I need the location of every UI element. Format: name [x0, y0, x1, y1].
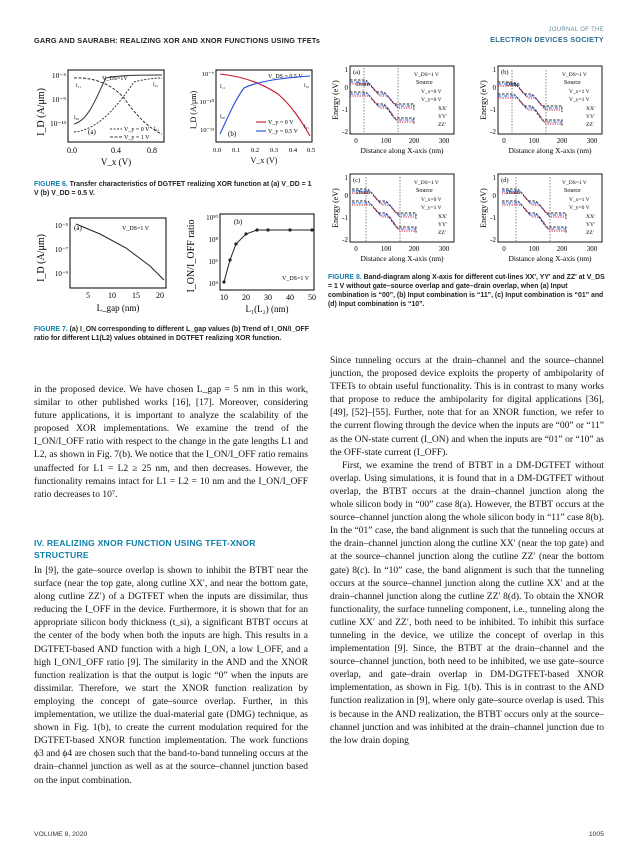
fig6a-ytick: 10⁻⁹: [51, 95, 66, 104]
fig8-ytick: 0: [344, 84, 348, 92]
fig7a-panel: (a): [74, 224, 82, 232]
fig6b-xtick: 0.3: [269, 147, 279, 154]
fig8-xtick: 300: [438, 245, 450, 253]
fig6a-plot: [36, 70, 164, 167]
fig8-xtick: 100: [528, 137, 540, 145]
fig8-legend: XX′: [438, 106, 448, 112]
fig6a-annot: I₀₁: [154, 127, 160, 132]
fig8-vds: V_DS=1 V: [562, 180, 587, 186]
fig8a-vx: V_x=0 V: [421, 89, 442, 95]
fig6a-legend: V_y = 1 V: [124, 135, 150, 141]
fig8-xtick: 200: [556, 137, 568, 145]
fig8-legend: XX′: [586, 106, 596, 112]
fig8-ytick: 0: [492, 192, 496, 200]
fig8-ytick: 1: [344, 66, 348, 74]
fig8-ytick: -1: [342, 214, 348, 222]
footer-page-number: 1005: [588, 831, 604, 838]
fig8a-panel: (a): [353, 69, 361, 76]
paragraph: in the proposed device. We have chosen L_gap = 5 nm in this work, similar to other published works [16], [17]. Moreover, considering future applications, it is important to analyze the scalability of the proposed XOR implementations. We examine the trend of the I_ON/I_OFF ratio with respect to the change in the gate lengths L1 and L2, as shown in Fig. 7(b). We notice that the I_ON/I_OFF ratio remains unaffected for L1 = L2 ≥ 25 nm, and then decreases. However, the functionality remains intact for L1 = L2 = 10 nm and the I_ON/I_OFF ratio decreases to 10⁷.: [34, 385, 308, 500]
fig8-drain: Drain: [506, 190, 520, 196]
fig6a-xtick: 0.4: [111, 146, 121, 155]
fig8-xtick: 100: [528, 245, 540, 253]
fig6b-legend: V_y = 0 V: [268, 120, 294, 126]
fig6b-panel: (b): [228, 130, 237, 138]
fig7b-ytick: 10¹⁰: [206, 214, 218, 222]
fig8d-panel: (d): [501, 177, 509, 184]
fig8-legend: XX′: [438, 214, 448, 220]
fig8a-plot: [331, 66, 454, 155]
fig8-xtick: 0: [502, 245, 506, 253]
section-heading: IV. REALIZING XNOR FUNCTION USING TFET-XNOR STRUCTURE: [34, 538, 256, 560]
fig8-xtick: 0: [502, 137, 506, 145]
fig8-xtick: 300: [586, 137, 598, 145]
fig8-ytick: -1: [342, 106, 348, 114]
fig8-ytick: 1: [492, 174, 496, 182]
fig7a-xtick: 15: [132, 291, 140, 300]
fig8c-plot: [331, 174, 454, 263]
fig7a-xlabel: L_gap (nm): [96, 303, 140, 313]
figure-8-caption-text: Band-diagram along X-axis for different cut-lines XX′, YY′ and ZZ′ at V_DS = 1 V without gate–source overlap and gate–drain overlap, when (a) Input combination is “00”, (b) Input combination is “11”, (c) Input combination is “01” and (d) Input combination is “10”.: [328, 274, 605, 309]
fig6b-xtick: 0.2: [250, 147, 260, 154]
fig8-ytick: -2: [342, 236, 348, 244]
fig8-xtick: 200: [408, 245, 420, 253]
fig8-ylabel: Energy (eV): [331, 80, 340, 120]
fig8-legend: ZZ′: [438, 230, 446, 236]
fig6a-panel: (a): [88, 128, 96, 136]
fig7b-vds: V_DS=1 V: [282, 276, 310, 282]
fig8-xtick: 300: [586, 245, 598, 253]
fig8-vds: V_DS=1 V: [562, 72, 587, 78]
fig7a-ytick: 10⁻⁷: [54, 246, 68, 254]
fig8-xtick: 200: [408, 137, 420, 145]
fig8-source: Source: [416, 188, 433, 194]
fig6a-annot: I₀₀: [74, 116, 80, 121]
fig8-source: Source: [416, 80, 433, 86]
paragraph: First, we examine the trend of BTBT in a DM-DGTFET without overlap. Using simulations, it is found that in a DM-DGTFET without overlap, the BTBT occurs at the drain–channel junction along the whole silicon body in “00” case 8(a). However, the BTBT occurs at the source–channel junction along the whole silicon body in “11” case 8(b). In the “01” case, the band alignment is such that the tunneling occurs at the drain–channel junction along the cutline XX′ (near the top gate) and at the source–channel junction along the cutline ZZ′ (near the bottom gate) 8(c). In “10” case, the band alignment is such that the tunneling occurs at the source–channel junction along the cutline XX′ and at the drain–channel junction along the cutline ZZ′ 8(d). To obtain the XNOR functionality, the surface tunneling component, i.e., tunneling along the cutline XX′ and ZZ′, both need to be inhibited. To inhibit this surface tunneling in the device, we utilize the concept of overlap in this implementation [9]. Since, the BTBT at the drain–channel and the source–channel junction, both need to be inhibited, we use gate–source overlap, and gate–drain overlap in DM-DGTFET-based XNOR implementation, as shown in Fig. 1(b). This is in contrast to the AND function realization in [9], where only gate–source overlap is used. This is because in the AND realization, the BTBT occurs only at the source–channel junction and was inhibited at the drain–channel junction due to the low drain doping: [330, 460, 604, 746]
fig6a-ytick: 10⁻⁵: [51, 71, 66, 80]
fig6a-ytick: 10⁻¹³: [50, 119, 66, 128]
fig6a-ylabel: I_D (A/μm): [36, 88, 47, 136]
fig6a-xtick: 0.0: [67, 146, 77, 155]
fig8-vds: V_DS=1 V: [414, 180, 439, 186]
fig8a-vy: V_y=0 V: [421, 97, 442, 103]
fig7b-xlabel: L₁(L₂) (nm): [245, 304, 289, 314]
figure-8: [326, 62, 610, 270]
fig8-drain: Drain: [356, 190, 370, 196]
fig8-xlabel: Distance along X-axis (nm): [360, 254, 444, 263]
fig6b-annot: I₀₁: [304, 125, 310, 130]
fig6a-xtick: 0.8: [147, 146, 157, 155]
fig6b-xtick: 0.1: [231, 147, 241, 154]
fig7a-xtick: 5: [86, 291, 90, 300]
fig8-vds: V_DS=1 V: [414, 72, 439, 78]
paragraph: In [9], the gate–source overlap is shown to inhibit the BTBT near the surface (near the top gate, along cutline XX′, and near the bottom gate, along cutline ZZ′) of a DGTFET when the inputs are dissimilar, thus reducing the I_OFF in the device. Furthermore, it is shown that for an appropriate silicon body thickness (t_si), a significant BTBT occurs at the center of the body when both the inputs are high. This results in a DGTFET-based AND function with a high I_ON, a low I_OFF, and a high I_ON/I_OFF ratio [9]. The similarity in the AND and the XNOR function realization is that the output is logic “0” when the inputs are dissimilar. Therefore, we start the XNOR function realization by employing the concept of gate–source overlap. Further, in this implementation, we utilize the dual-material gate (DMG) technique, as shown in Fig. 1(b), to create the current modulation required for the DGTFET-based XNOR function implementation. The work functions ϕ3 and ϕ4 are chosen such that the band-to-band tunneling occurs at the drain–channel junction as well as at the source–channel junction based on the input combination.: [34, 566, 308, 786]
right-column: [330, 355, 604, 748]
fig8-legend: XX′: [586, 214, 596, 220]
fig8-legend: YY′: [586, 222, 596, 228]
left-column-top: [34, 384, 308, 502]
fig6b-annot: I₁₀: [304, 84, 310, 89]
fig6b-legend: V_y = 0.5 V: [268, 129, 298, 135]
fig8-legend: YY′: [438, 114, 448, 120]
fig7b-plot: [186, 214, 316, 314]
fig8b-panel: (b): [501, 69, 509, 76]
fig6b-annot: I₁₁: [220, 85, 226, 90]
figure-6: [30, 62, 320, 174]
fig8-xtick: 100: [380, 245, 392, 253]
fig6a-annot: I₁₀: [153, 83, 159, 88]
fig6a-legend: V_y = 0 V: [124, 127, 150, 133]
figure-7-caption-text: (a) I_ON corresponding to different L_gap values (b) Trend of I_ON/I_OFF ratio for different L1(L2) values obtained in DGTFET realizing XOR function.: [34, 326, 309, 343]
figure-6-label: FIGURE 6.: [34, 181, 68, 188]
fig8c-vx: V_x=0 V: [421, 197, 442, 203]
figure-7-caption: [34, 325, 314, 343]
fig8-ylabel: Energy (eV): [331, 188, 340, 228]
fig8-ylabel: Energy (eV): [479, 80, 488, 120]
fig8b-vy: V_y=1 V: [569, 97, 590, 103]
fig7b-xtick: 30: [264, 293, 272, 302]
fig6b-xtick: 0.5: [306, 147, 316, 154]
figure-7-label: FIGURE 7.: [34, 326, 68, 333]
journal-label: JOURNAL OF THE: [548, 27, 604, 33]
fig7b-ytick: 10⁶: [208, 258, 218, 266]
left-column-bottom: [34, 565, 308, 788]
figure-6-caption: [34, 180, 314, 198]
fig6b-xtick: 0.4: [288, 147, 298, 154]
fig8-xtick: 200: [556, 245, 568, 253]
fig7b-xtick: 40: [286, 293, 294, 302]
fig8b-plot: [479, 66, 602, 155]
fig8-ytick: 0: [492, 84, 496, 92]
fig8-source: Source: [564, 188, 581, 194]
fig6a-xlabel: V_x (V): [100, 157, 132, 167]
fig7b-ytick: 10⁴: [208, 280, 218, 288]
fig8b-vx: V_x=1 V: [569, 89, 590, 95]
fig8-source: Source: [564, 80, 581, 86]
figure-6-caption-text: Transfer characteristics of DGTFET realizing XOR function at (a) V_DD = 1 V (b) V_DD = 0.5 V.: [34, 181, 312, 198]
fig8-ylabel: Energy (eV): [479, 188, 488, 228]
fig6b-ylabel: I_D (A/μm): [189, 90, 198, 130]
fig8-ytick: 0: [344, 192, 348, 200]
fig8-xlabel: Distance along X-axis (nm): [360, 146, 444, 155]
fig8-ytick: -1: [490, 106, 496, 114]
fig6b-plot: [189, 70, 315, 165]
fig8-drain: Drain: [506, 82, 520, 88]
fig8-drain: Drain: [356, 82, 370, 88]
fig6b-annot: I₀₀: [220, 115, 226, 120]
fig7a-vds: V_DS=1 V: [122, 226, 150, 232]
fig6b-xtick: 0.0: [212, 147, 222, 154]
figure-8-caption: [328, 273, 606, 309]
fig8-legend: ZZ′: [586, 122, 594, 128]
fig8-legend: ZZ′: [438, 122, 446, 128]
fig6b-ytick: 10⁻¹⁰: [199, 99, 214, 106]
fig7b-ytick: 10⁸: [208, 236, 218, 244]
fig8-legend: ZZ′: [586, 230, 594, 236]
fig6a-annot: I₁₁: [76, 84, 82, 89]
fig8-xtick: 0: [354, 245, 358, 253]
fig8-xlabel: Distance along X-axis (nm): [508, 146, 592, 155]
fig8-xlabel: Distance along X-axis (nm): [508, 254, 592, 263]
fig6a-vds: V_DS=1V: [102, 76, 128, 82]
fig7a-ylabel: I_D (A/μm): [36, 234, 47, 282]
paragraph: Since tunneling occurs at the drain–channel and the source–channel junction, the proposed device exploits the property of ambipolarity of TFETs to obtain useful functionality. This is in contrast to many works that propose to reduce the ambipolarity for digital applications [36], [49], [52]–[55]. Further, note that for an XNOR function, we refer to the current flowing through the device when the inputs are “00” or “11” as the ON-state current (I_ON) and when the inputs are “01” or “10” as the OFF-state current (I_OFF).: [330, 356, 604, 458]
fig6b-ytick: 10⁻¹³: [200, 127, 214, 134]
fig8-ytick: 1: [492, 66, 496, 74]
fig8-ytick: -2: [342, 128, 348, 136]
running-header: GARG AND SAURABH: REALIZING XOR AND XNOR FUNCTIONS USING TFETs: [34, 36, 321, 45]
fig7a-xtick: 10: [108, 291, 116, 300]
fig7a-plot: [36, 218, 166, 313]
fig8-legend: YY′: [586, 114, 596, 120]
fig8d-plot: [479, 174, 602, 263]
footer-volume: VOLUME 8, 2020: [34, 831, 88, 838]
fig6b-xlabel: V_x (V): [250, 156, 278, 165]
fig8-ytick: -2: [490, 236, 496, 244]
fig8d-vx: V_x=1 V: [569, 197, 590, 203]
fig8-xtick: 0: [354, 137, 358, 145]
fig8-ytick: 1: [344, 174, 348, 182]
fig6b-vds: V_DS = 0.5 V: [268, 74, 303, 80]
fig7a-xtick: 20: [156, 291, 164, 300]
fig7b-xtick: 50: [308, 293, 316, 302]
fig8-xtick: 300: [438, 137, 450, 145]
fig7b-xtick: 10: [220, 293, 228, 302]
fig8c-vy: V_y=1 V: [421, 205, 442, 211]
fig8-ytick: -1: [490, 214, 496, 222]
fig7a-ytick: 10⁻⁹: [54, 270, 68, 278]
figure-8-label: FIGURE 8.: [328, 274, 362, 281]
fig7b-ylabel: I_ON/I_OFF ratio: [186, 219, 197, 293]
journal-name: ELECTRON DEVICES SOCIETY: [490, 35, 604, 44]
fig7b-panel: (b): [234, 218, 243, 226]
fig8d-vy: V_y=0 V: [569, 205, 590, 211]
fig8-legend: YY′: [438, 222, 448, 228]
fig8-xtick: 100: [380, 137, 392, 145]
fig8c-panel: (c): [353, 177, 361, 184]
fig7a-ytick: 10⁻⁵: [54, 222, 68, 230]
fig8-ytick: -2: [490, 128, 496, 136]
figure-7: [30, 208, 320, 318]
fig7b-xtick: 20: [242, 293, 250, 302]
fig6b-ytick: 10⁻⁷: [201, 71, 214, 78]
